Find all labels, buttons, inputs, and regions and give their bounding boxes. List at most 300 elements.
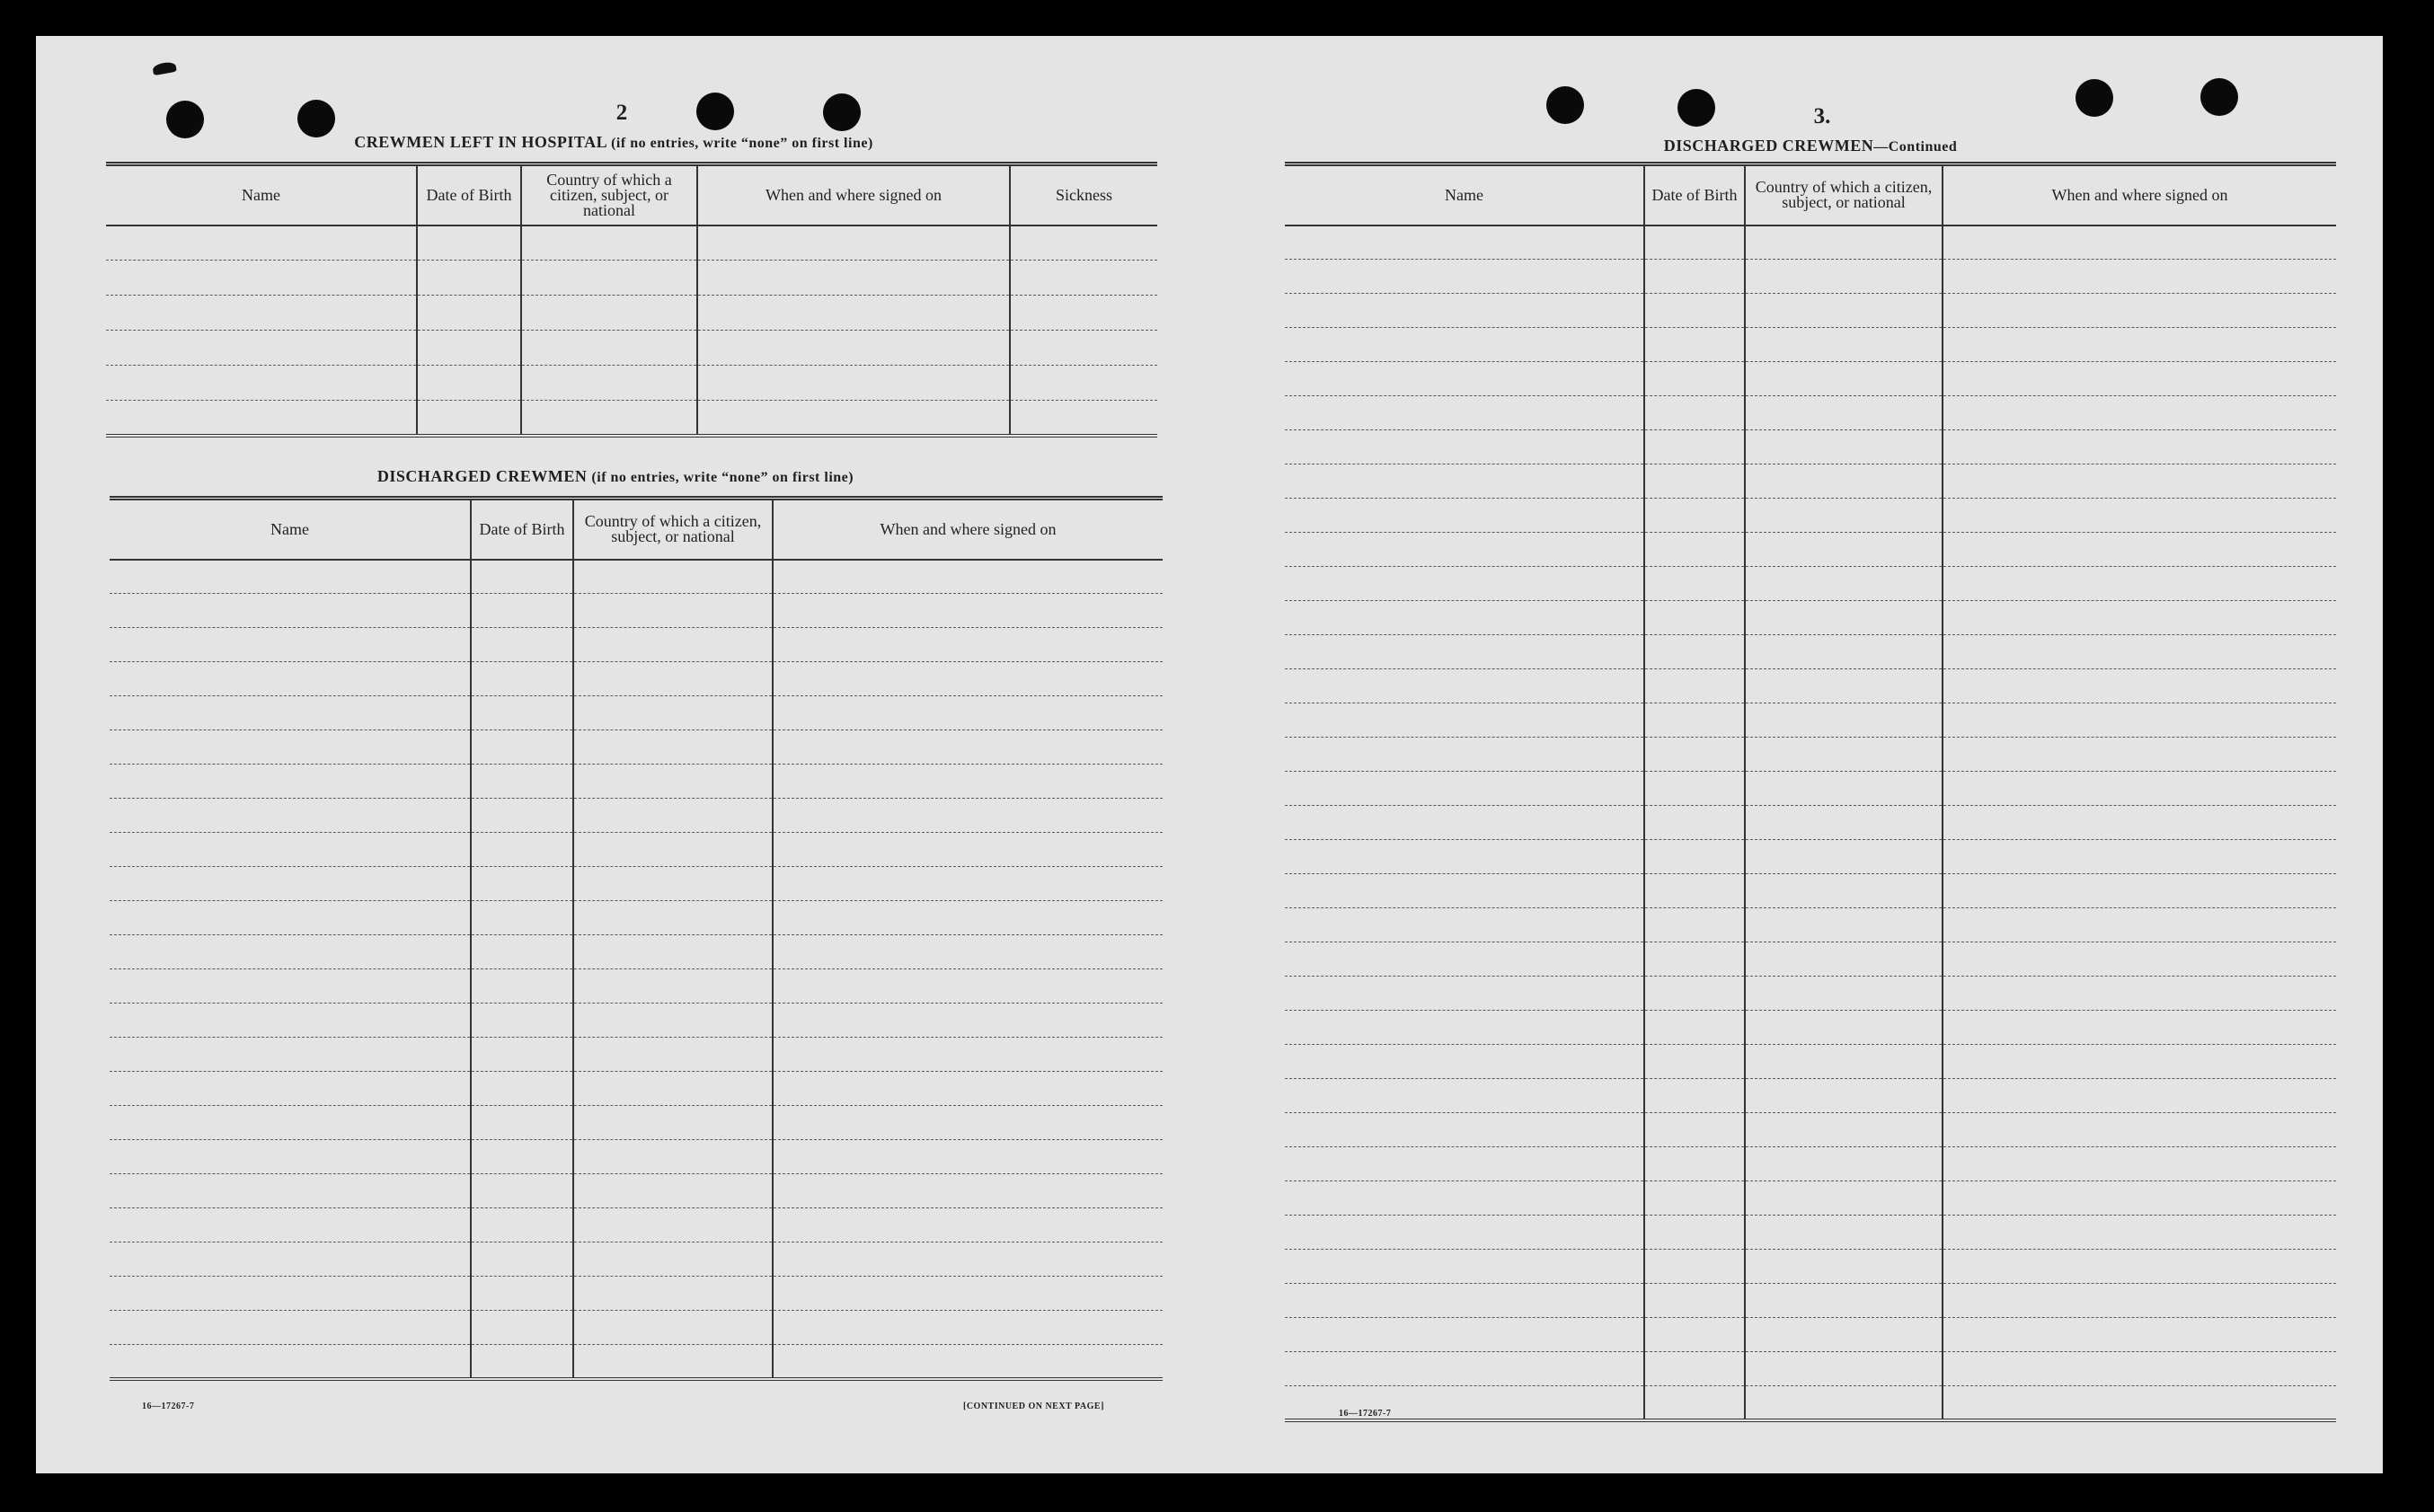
table-row bbox=[106, 296, 1157, 331]
table-row bbox=[110, 969, 1163, 1004]
table-cell bbox=[1745, 840, 1943, 874]
table-cell bbox=[1644, 1216, 1745, 1250]
table-cell bbox=[521, 401, 697, 436]
table-cell bbox=[110, 1072, 471, 1106]
col-signed-on: When and where signed on bbox=[697, 164, 1010, 225]
table-row bbox=[1285, 806, 2336, 840]
table-cell bbox=[773, 833, 1163, 867]
table-row bbox=[110, 1140, 1163, 1174]
table-row bbox=[110, 1208, 1163, 1242]
table-row bbox=[1285, 430, 2336, 464]
table-cell bbox=[1745, 669, 1943, 703]
col-date-of-birth: Date of Birth bbox=[471, 499, 573, 560]
table-cell bbox=[471, 1242, 573, 1277]
table-cell bbox=[1285, 499, 1644, 533]
form-number: 16—17267‑7 bbox=[1339, 1409, 1392, 1419]
table-row bbox=[110, 935, 1163, 969]
table-cell bbox=[417, 225, 521, 261]
table-cell bbox=[1285, 669, 1644, 703]
table-cell bbox=[1644, 362, 1745, 396]
table-cell bbox=[1285, 1079, 1644, 1113]
table-cell bbox=[1285, 533, 1644, 567]
table-cell bbox=[110, 935, 471, 969]
table-cell bbox=[1943, 840, 2336, 874]
table-cell bbox=[1644, 1113, 1745, 1147]
table-cell bbox=[471, 1277, 573, 1311]
hospital-table bbox=[106, 162, 1157, 438]
punch-hole bbox=[297, 100, 335, 137]
table-cell bbox=[417, 331, 521, 366]
punch-hole bbox=[823, 93, 861, 131]
table-cell bbox=[471, 662, 573, 696]
table-cell bbox=[1943, 1113, 2336, 1147]
table-cell bbox=[1745, 1113, 1943, 1147]
table-row bbox=[1285, 225, 2336, 260]
table-cell bbox=[1745, 396, 1943, 430]
table-cell bbox=[573, 799, 773, 833]
table-cell bbox=[471, 969, 573, 1004]
table-row bbox=[106, 261, 1157, 296]
table-cell bbox=[106, 366, 417, 401]
table-cell bbox=[1943, 1284, 2336, 1318]
table-cell bbox=[1010, 401, 1157, 436]
table-cell bbox=[106, 261, 417, 296]
table-cell bbox=[1644, 772, 1745, 806]
table-cell bbox=[1745, 738, 1943, 772]
table-cell bbox=[1943, 601, 2336, 635]
table-cell bbox=[573, 730, 773, 765]
table-row bbox=[110, 1277, 1163, 1311]
table-row bbox=[110, 1174, 1163, 1208]
table-cell bbox=[773, 1072, 1163, 1106]
table-row bbox=[110, 1311, 1163, 1345]
table-cell bbox=[110, 662, 471, 696]
table-cell bbox=[1943, 362, 2336, 396]
page-number: 3. bbox=[1813, 104, 1831, 128]
table-cell bbox=[110, 901, 471, 935]
table-cell bbox=[471, 935, 573, 969]
table-cell bbox=[417, 366, 521, 401]
table-cell bbox=[1745, 703, 1943, 738]
discharged-section-title bbox=[108, 467, 1123, 486]
table-cell bbox=[1745, 977, 1943, 1011]
table-cell bbox=[1745, 567, 1943, 601]
table-row bbox=[1285, 840, 2336, 874]
table-cell bbox=[1943, 1147, 2336, 1181]
table-row bbox=[1285, 1181, 2336, 1216]
table-cell bbox=[1285, 567, 1644, 601]
table-cell bbox=[773, 867, 1163, 901]
table-cell bbox=[1644, 430, 1745, 464]
left-page bbox=[36, 36, 1195, 1473]
table-cell bbox=[471, 1038, 573, 1072]
table-cell bbox=[573, 560, 773, 594]
table-cell bbox=[773, 1277, 1163, 1311]
table-cell bbox=[1644, 1079, 1745, 1113]
table-cell bbox=[1285, 840, 1644, 874]
table-cell bbox=[697, 401, 1010, 436]
col-date-of-birth: Date of Birth bbox=[417, 164, 521, 225]
table-cell bbox=[773, 1208, 1163, 1242]
table-cell bbox=[1644, 601, 1745, 635]
table-cell bbox=[773, 696, 1163, 730]
table-row bbox=[1285, 1284, 2336, 1318]
table-cell bbox=[110, 969, 471, 1004]
table-cell bbox=[1943, 1318, 2336, 1352]
table-cell bbox=[1644, 874, 1745, 908]
table-row bbox=[110, 662, 1163, 696]
table-cell bbox=[1285, 294, 1644, 328]
table-cell bbox=[1943, 908, 2336, 942]
table-cell bbox=[573, 1004, 773, 1038]
table-row bbox=[110, 594, 1163, 628]
table-cell bbox=[110, 560, 471, 594]
table-row bbox=[1285, 294, 2336, 328]
table-row bbox=[1285, 772, 2336, 806]
table-cell bbox=[1943, 738, 2336, 772]
punch-hole bbox=[1546, 86, 1584, 124]
table-cell bbox=[1745, 806, 1943, 840]
table-cell bbox=[1943, 1079, 2336, 1113]
table-cell bbox=[1285, 1147, 1644, 1181]
table-cell bbox=[1745, 1011, 1943, 1045]
table-row bbox=[110, 1345, 1163, 1379]
col-name: Name bbox=[110, 499, 471, 560]
table-cell bbox=[110, 628, 471, 662]
table-cell bbox=[521, 261, 697, 296]
table-cell bbox=[110, 1208, 471, 1242]
table-cell bbox=[1943, 1352, 2336, 1386]
table-cell bbox=[471, 867, 573, 901]
table-cell bbox=[110, 1140, 471, 1174]
table-cell bbox=[1285, 738, 1644, 772]
table-cell bbox=[521, 225, 697, 261]
table-cell bbox=[1285, 430, 1644, 464]
table-cell bbox=[1745, 874, 1943, 908]
table-cell bbox=[773, 560, 1163, 594]
table-row bbox=[1285, 533, 2336, 567]
table-cell bbox=[1644, 1011, 1745, 1045]
table-row bbox=[1285, 1147, 2336, 1181]
hospital-note: (if no entries, write “none” on first line) bbox=[611, 136, 873, 151]
table-cell bbox=[417, 296, 521, 331]
table-cell bbox=[573, 594, 773, 628]
table-cell bbox=[471, 1072, 573, 1106]
table-cell bbox=[110, 1242, 471, 1277]
table-cell bbox=[106, 401, 417, 436]
col-sickness: Sickness bbox=[1010, 164, 1157, 225]
table-cell bbox=[1644, 1318, 1745, 1352]
table-row bbox=[1285, 1216, 2336, 1250]
table-cell bbox=[773, 594, 1163, 628]
table-cell bbox=[773, 799, 1163, 833]
col-country: Country of which a citizen, subject, or national bbox=[521, 164, 697, 225]
table-row bbox=[1285, 1386, 2336, 1420]
table-cell bbox=[1745, 430, 1943, 464]
table-cell bbox=[471, 1004, 573, 1038]
table-row bbox=[110, 1106, 1163, 1140]
table-cell bbox=[1644, 225, 1745, 260]
table-cell bbox=[1943, 806, 2336, 840]
table-row bbox=[1285, 1113, 2336, 1147]
table-cell bbox=[1745, 260, 1943, 294]
discharged-continued-note: —Continued bbox=[1873, 139, 1958, 155]
table-cell bbox=[1644, 328, 1745, 362]
table-cell bbox=[1285, 1284, 1644, 1318]
punch-hole bbox=[696, 93, 734, 130]
col-date-of-birth: Date of Birth bbox=[1644, 164, 1745, 225]
table-cell bbox=[1285, 1216, 1644, 1250]
table-cell bbox=[1943, 635, 2336, 669]
table-cell bbox=[1943, 772, 2336, 806]
table-cell bbox=[1644, 1284, 1745, 1318]
table-row bbox=[1285, 977, 2336, 1011]
table-cell bbox=[573, 1345, 773, 1379]
table-cell bbox=[471, 730, 573, 765]
table-cell bbox=[697, 331, 1010, 366]
table-cell bbox=[1010, 261, 1157, 296]
table-cell bbox=[471, 1208, 573, 1242]
table-cell bbox=[1644, 908, 1745, 942]
table-cell bbox=[1644, 260, 1745, 294]
table-cell bbox=[573, 1311, 773, 1345]
table-cell bbox=[471, 594, 573, 628]
table-cell bbox=[1745, 772, 1943, 806]
table-cell bbox=[1010, 225, 1157, 261]
continued-note: [CONTINUED ON NEXT PAGE] bbox=[963, 1401, 1104, 1411]
table-row bbox=[1285, 1318, 2336, 1352]
table-cell bbox=[1745, 362, 1943, 396]
table-cell bbox=[773, 1038, 1163, 1072]
table-cell bbox=[521, 366, 697, 401]
table-cell bbox=[1285, 1113, 1644, 1147]
ink-mark bbox=[152, 61, 177, 75]
table-cell bbox=[1644, 738, 1745, 772]
table-cell bbox=[106, 296, 417, 331]
table-row bbox=[1285, 260, 2336, 294]
table-row bbox=[1285, 464, 2336, 499]
table-cell bbox=[110, 833, 471, 867]
table-row bbox=[106, 401, 1157, 436]
col-signed-on: When and where signed on bbox=[773, 499, 1163, 560]
table-cell bbox=[697, 296, 1010, 331]
table-cell bbox=[110, 1004, 471, 1038]
table-cell bbox=[1285, 772, 1644, 806]
table-cell bbox=[1644, 464, 1745, 499]
table-cell bbox=[1285, 703, 1644, 738]
document-sheet bbox=[36, 36, 2383, 1473]
table-cell bbox=[1943, 977, 2336, 1011]
col-name: Name bbox=[1285, 164, 1644, 225]
table-cell bbox=[471, 1140, 573, 1174]
table-cell bbox=[573, 696, 773, 730]
table-cell bbox=[1644, 1250, 1745, 1284]
table-cell bbox=[1644, 1352, 1745, 1386]
table-row bbox=[110, 1242, 1163, 1277]
table-cell bbox=[1285, 1318, 1644, 1352]
table-cell bbox=[1644, 703, 1745, 738]
table-row bbox=[1285, 1079, 2336, 1113]
table-row bbox=[1285, 942, 2336, 977]
hospital-section-title bbox=[106, 133, 1121, 152]
table-cell bbox=[1285, 942, 1644, 977]
table-row bbox=[110, 730, 1163, 765]
table-cell bbox=[1745, 1318, 1943, 1352]
table-cell bbox=[573, 1208, 773, 1242]
table-cell bbox=[1943, 1181, 2336, 1216]
table-cell bbox=[110, 799, 471, 833]
table-cell bbox=[1644, 1181, 1745, 1216]
table-cell bbox=[1943, 1011, 2336, 1045]
table-cell bbox=[1285, 225, 1644, 260]
table-cell bbox=[573, 833, 773, 867]
table-cell bbox=[1943, 225, 2336, 260]
right-page bbox=[1213, 36, 2381, 1473]
table-cell bbox=[1745, 908, 1943, 942]
table-cell bbox=[1644, 499, 1745, 533]
table-cell bbox=[1745, 1079, 1943, 1113]
table-cell bbox=[1745, 328, 1943, 362]
table-cell bbox=[1943, 1386, 2336, 1420]
table-cell bbox=[1943, 260, 2336, 294]
table-cell bbox=[471, 560, 573, 594]
table-cell bbox=[471, 765, 573, 799]
table-cell bbox=[1745, 1147, 1943, 1181]
table-cell bbox=[697, 261, 1010, 296]
table-cell bbox=[110, 696, 471, 730]
table-cell bbox=[1745, 1352, 1943, 1386]
table-cell bbox=[573, 935, 773, 969]
table-cell bbox=[1644, 533, 1745, 567]
table-cell bbox=[1285, 601, 1644, 635]
table-cell bbox=[1745, 1284, 1943, 1318]
table-cell bbox=[1943, 294, 2336, 328]
table-row bbox=[1285, 635, 2336, 669]
table-row bbox=[1285, 601, 2336, 635]
table-cell bbox=[573, 1242, 773, 1277]
col-name: Name bbox=[106, 164, 417, 225]
table-cell bbox=[573, 867, 773, 901]
table-cell bbox=[1943, 533, 2336, 567]
table-cell bbox=[773, 935, 1163, 969]
table-cell bbox=[1285, 362, 1644, 396]
table-cell bbox=[471, 628, 573, 662]
table-cell bbox=[1745, 1386, 1943, 1420]
table-cell bbox=[773, 765, 1163, 799]
table-cell bbox=[106, 331, 417, 366]
table-cell bbox=[573, 628, 773, 662]
table-cell bbox=[773, 1106, 1163, 1140]
table-cell bbox=[573, 662, 773, 696]
table-cell bbox=[773, 969, 1163, 1004]
table-cell bbox=[573, 901, 773, 935]
table-cell bbox=[1943, 1250, 2336, 1284]
table-cell bbox=[1644, 567, 1745, 601]
table-cell bbox=[1745, 942, 1943, 977]
table-cell bbox=[1644, 942, 1745, 977]
table-cell bbox=[471, 1106, 573, 1140]
table-cell bbox=[773, 1140, 1163, 1174]
table-cell bbox=[773, 628, 1163, 662]
discharged-continued-table bbox=[1285, 162, 2336, 1422]
table-cell bbox=[1285, 1011, 1644, 1045]
table-cell bbox=[1745, 1216, 1943, 1250]
table-cell bbox=[773, 1004, 1163, 1038]
table-cell bbox=[573, 1277, 773, 1311]
table-cell bbox=[1943, 1216, 2336, 1250]
table-cell bbox=[1285, 396, 1644, 430]
table-cell bbox=[110, 594, 471, 628]
table-row bbox=[110, 1072, 1163, 1106]
table-row bbox=[1285, 669, 2336, 703]
table-cell bbox=[1285, 874, 1644, 908]
table-cell bbox=[471, 1345, 573, 1379]
table-cell bbox=[1285, 908, 1644, 942]
table-row bbox=[110, 628, 1163, 662]
table-cell bbox=[1010, 296, 1157, 331]
table-row bbox=[1285, 1352, 2336, 1386]
table-cell bbox=[773, 662, 1163, 696]
table-row bbox=[1285, 703, 2336, 738]
table-cell bbox=[471, 799, 573, 833]
hospital-title: CREWMEN LEFT IN HOSPITAL bbox=[354, 133, 607, 151]
hospital-rows bbox=[106, 225, 1157, 436]
discharged-continued-section-title bbox=[1285, 137, 2336, 155]
table-row bbox=[110, 833, 1163, 867]
table-cell bbox=[1285, 977, 1644, 1011]
table-row bbox=[1285, 1250, 2336, 1284]
table-cell bbox=[573, 1140, 773, 1174]
table-row bbox=[1285, 874, 2336, 908]
table-cell bbox=[471, 1311, 573, 1345]
table-row bbox=[110, 867, 1163, 901]
table-cell bbox=[1285, 1352, 1644, 1386]
discharged-note: (if no entries, write “none” on first line) bbox=[591, 470, 854, 485]
table-row bbox=[110, 560, 1163, 594]
table-cell bbox=[1285, 464, 1644, 499]
table-cell bbox=[573, 1106, 773, 1140]
table-row bbox=[1285, 567, 2336, 601]
table-cell bbox=[1644, 977, 1745, 1011]
table-cell bbox=[417, 261, 521, 296]
table-cell bbox=[1644, 840, 1745, 874]
table-cell bbox=[1644, 1386, 1745, 1420]
table-cell bbox=[773, 1174, 1163, 1208]
discharged-continued-rows bbox=[1285, 225, 2336, 1420]
table-cell bbox=[1644, 1045, 1745, 1079]
table-cell bbox=[1943, 703, 2336, 738]
table-row bbox=[110, 901, 1163, 935]
table-cell bbox=[1644, 1147, 1745, 1181]
table-cell bbox=[1745, 464, 1943, 499]
discharged-continued-title: DISCHARGED CREWMEN bbox=[1663, 137, 1874, 155]
table-cell bbox=[110, 1038, 471, 1072]
table-row bbox=[110, 1038, 1163, 1072]
table-cell bbox=[573, 765, 773, 799]
table-cell bbox=[1285, 260, 1644, 294]
table-cell bbox=[521, 296, 697, 331]
table-cell bbox=[1745, 601, 1943, 635]
table-cell bbox=[697, 225, 1010, 261]
punch-hole bbox=[1677, 89, 1715, 127]
table-cell bbox=[1745, 499, 1943, 533]
table-row bbox=[106, 331, 1157, 366]
table-cell bbox=[1285, 1045, 1644, 1079]
table-cell bbox=[573, 1072, 773, 1106]
table-cell bbox=[1285, 635, 1644, 669]
table-cell bbox=[1285, 328, 1644, 362]
table-cell bbox=[773, 1311, 1163, 1345]
